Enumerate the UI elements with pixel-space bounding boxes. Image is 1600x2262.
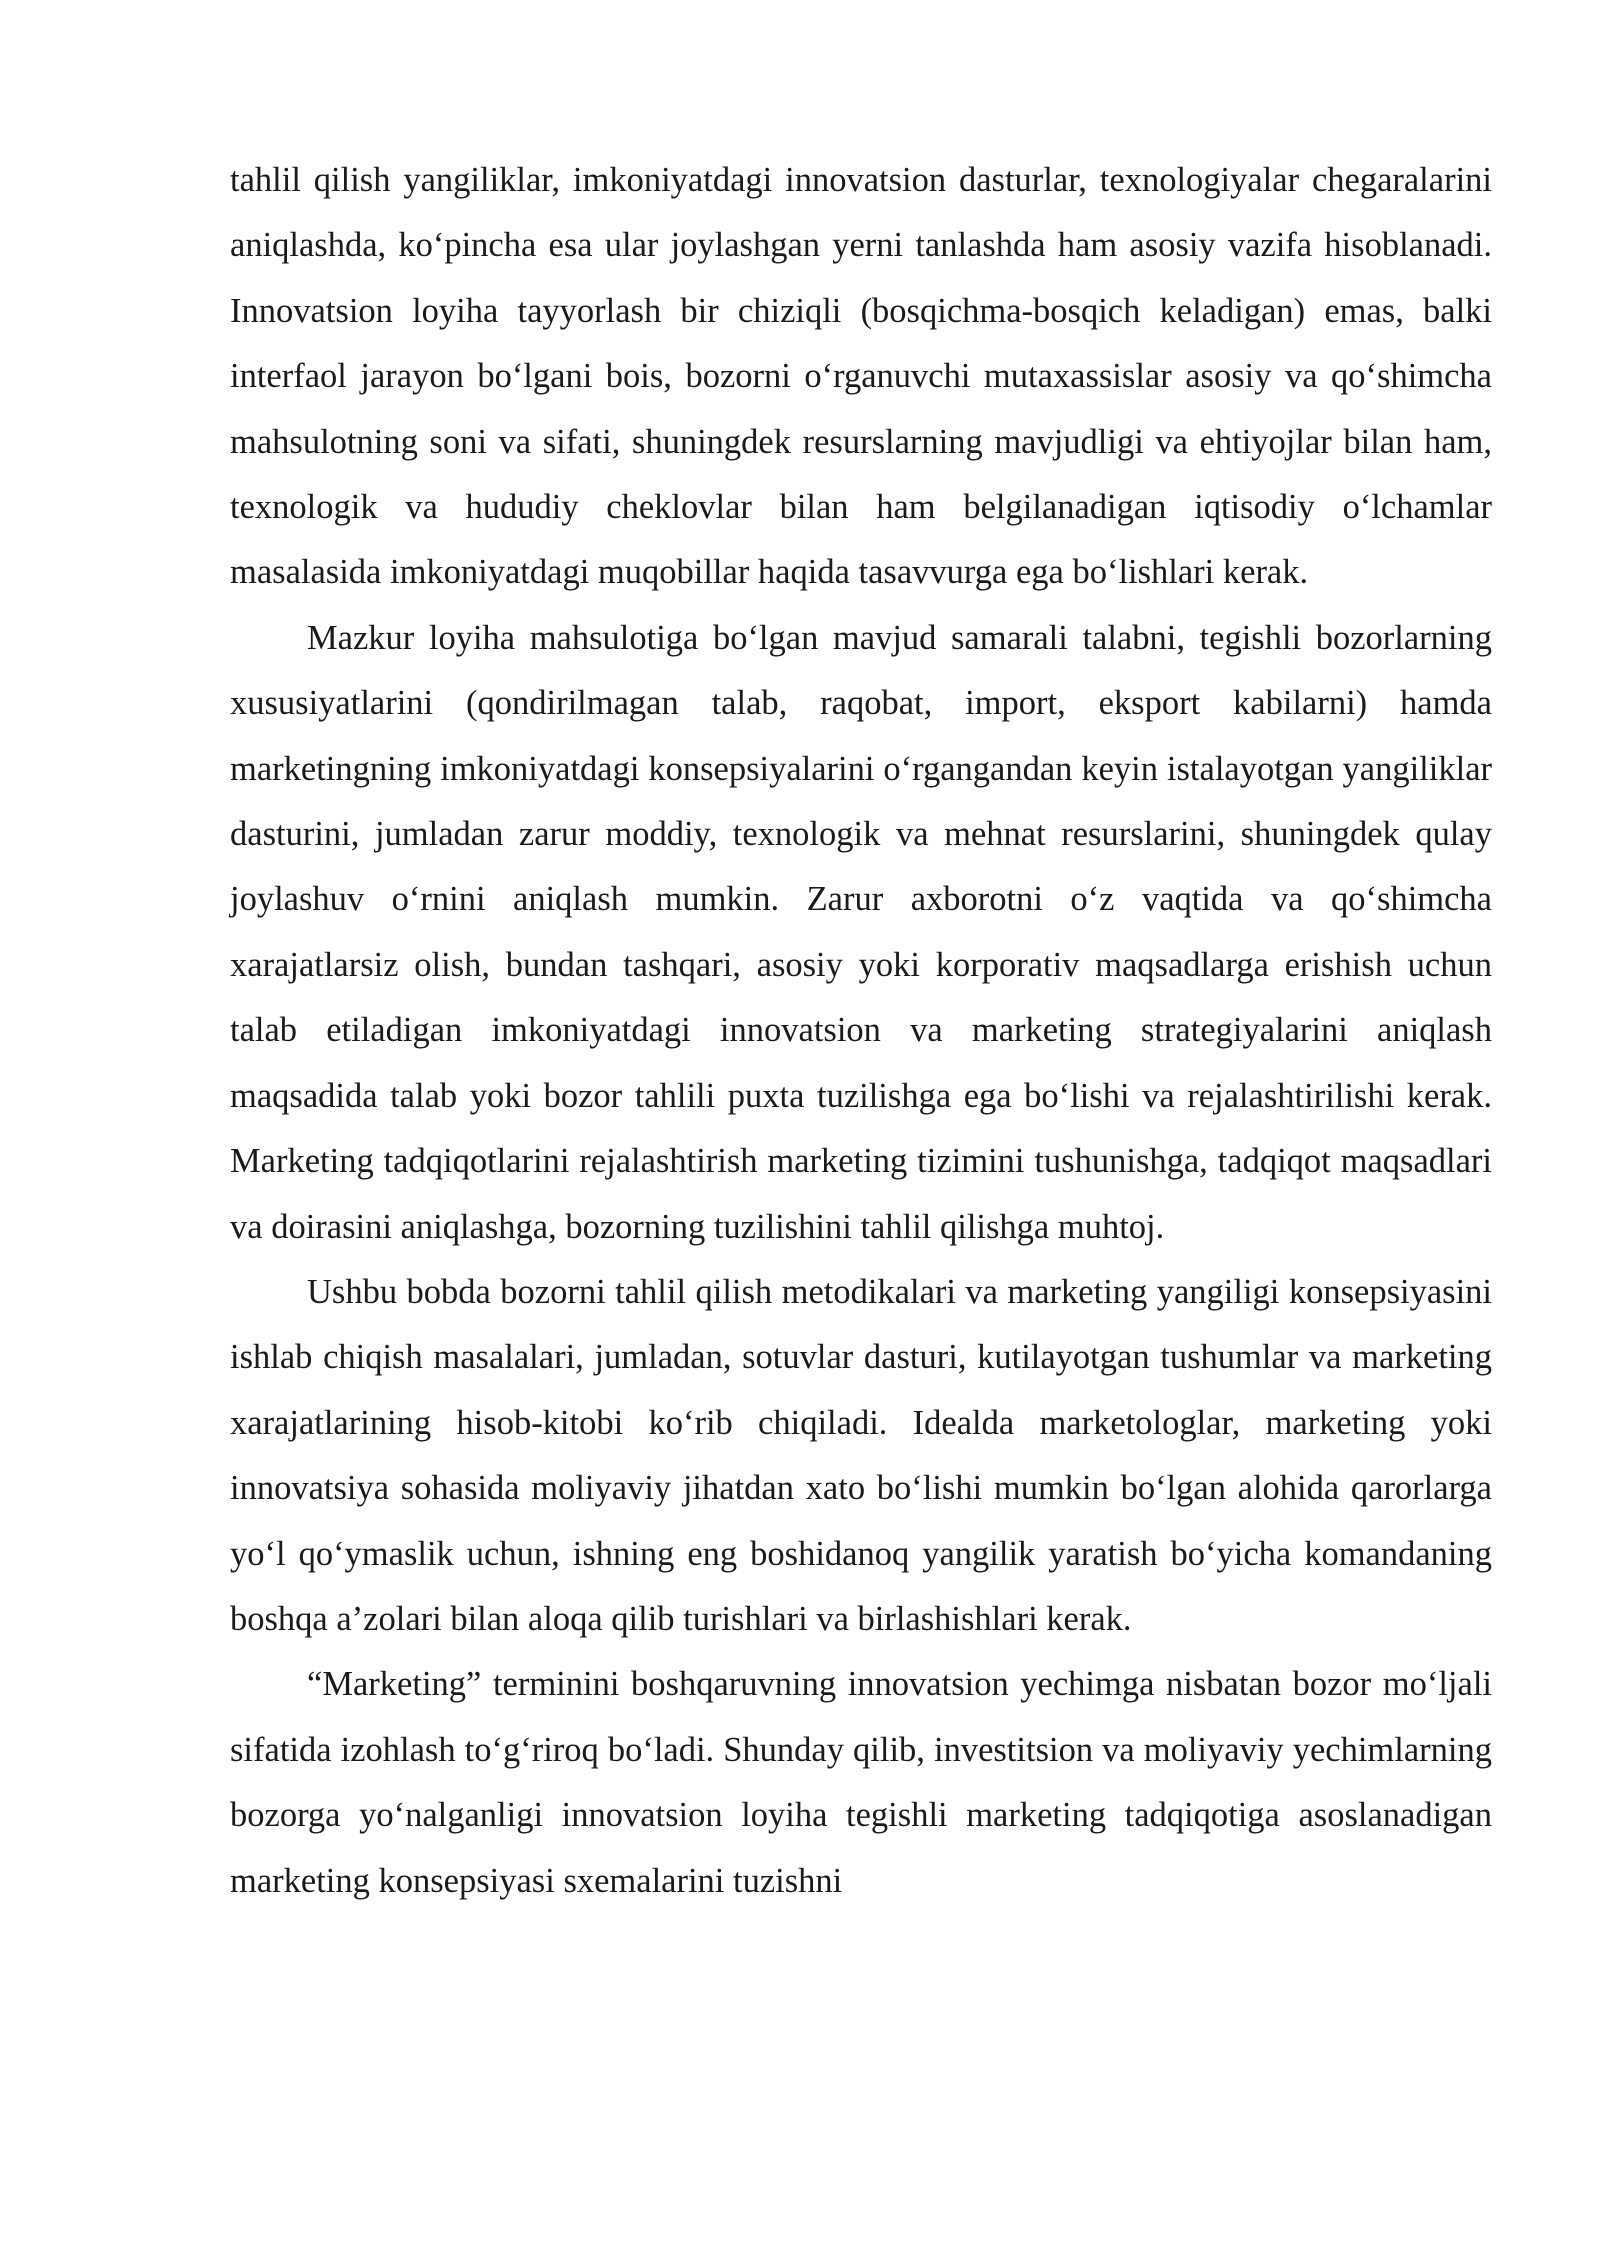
paragraph: “Marketing” terminini boshqaruvning innovatsion yechimga nisbatan bozor mo‘ljali sifatida izohlash to‘g‘riroq bo‘ladi. Shunday qilib, investitsion va moliyaviy yechimlarning bozorga yo‘nalganligi innovatsion loyiha tegishli marketing tadqiqotiga asoslanadigan marketing konsepsiyasi sxemalarini tuzishni — [230, 1665, 1492, 1900]
body-text — [230, 148, 1492, 1914]
paragraph: Ushbu bobda bozorni tahlil qilish metodikalari va marketing yangiligi konsepsiyasini ishlab chiqish masalalari, jumladan, sotuvlar dasturi, kutilayotgan tushumlar va marketing xarajatlarining hisob-kitobi ko‘rib chiqiladi. Idealda marketologlar, marketing yoki innovatsiya sohasida moliyaviy jihatdan xato bo‘lishi mumkin bo‘lgan alohida qarorlarga yo‘l qo‘ymaslik uchun, ishning eng boshidanoq yangilik yaratish bo‘yicha komandaning boshqa a’zolari bilan aloqa qilib turishlari va birlashishlari kerak. — [230, 1272, 1492, 1638]
paragraph: Mazkur loyiha mahsulotiga bo‘lgan mavjud samarali talabni, tegishli bozorlarning xususiyatlarini (qondirilmagan talab, raqobat, import, eksport kabilarni) hamda marketingning imkoniyatdagi konsepsiyalarini o‘rgangandan keyin istalayotgan yangiliklar dasturini, jumladan zarur moddiy, texnologik va mehnat resurslarini, shuningdek qulay joylashuv o‘rnini aniqlash mumkin. Zarur axborotni o‘z vaqtida va qo‘shimcha xarajatlarsiz olish, bundan tashqari, asosiy yoki korporativ maqsadlarga erishish uchun talab etiladigan imkoniyatdagi innovatsion va marketing strategiyalarini aniqlash maqsadida talab yoki bozor tahlili puxta tuzilishga ega bo‘lishi va rejalashtirilishi kerak. Marketing tadqiqotlarini rejalashtirish marketing tizimini tushunishga, tadqiqot maqsadlari va doirasini aniqlashga, bozorning tuzilishini tahlil qilishga muhtoj. — [230, 618, 1492, 1246]
paragraph-continuation: tahlil qilish yangiliklar, imkoniyatdagi innovatsion dasturlar, texnologiyalar chegaralarini aniqlashda, ko‘pincha esa ular joylashgan yerni tanlashda ham asosiy vazifa hisoblanadi. Innovatsion loyiha tayyorlash bir chiziqli (bosqichma-bosqich keladigan) emas, balki interfaol jarayon bo‘lgani bois, bozorni o‘rganuvchi mutaxassislar asosiy va qo‘shimcha mahsulotning soni va sifati, shuningdek resurslarning mavjudligi va ehtiyojlar bilan ham, texnologik va hududiy cheklovlar bilan ham belgilanadigan iqtisodiy o‘lchamlar masalasida imkoniyatdagi muqobillar haqida tasavvurga ega bo‘lishlari kerak. — [230, 161, 1492, 592]
